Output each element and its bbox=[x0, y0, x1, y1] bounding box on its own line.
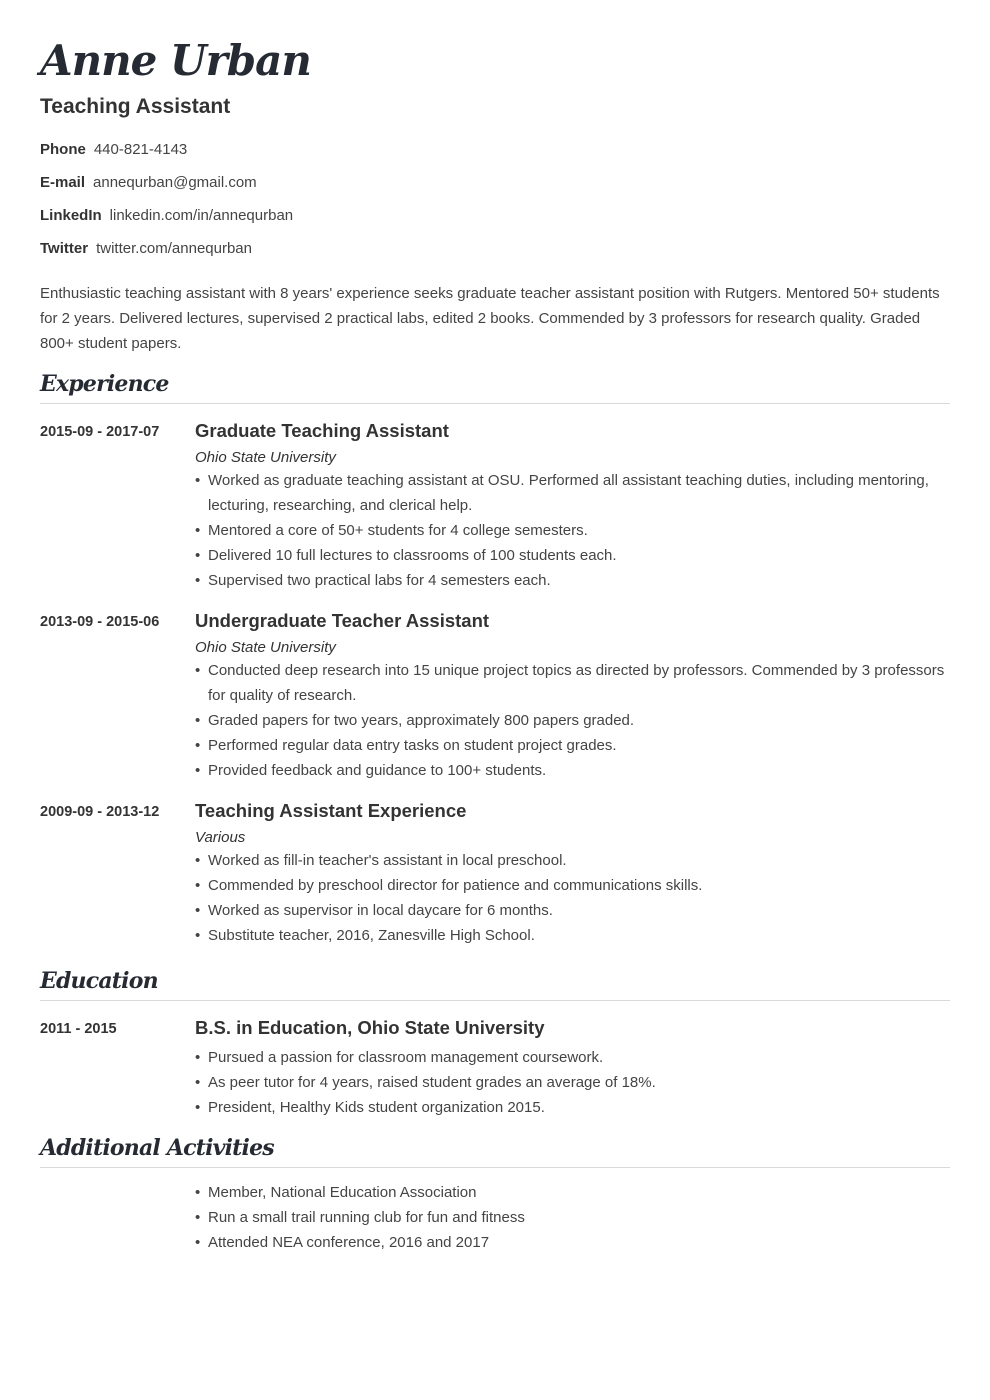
bullet-item: • Worked as fill-in teacher's assistant in local preschool. bbox=[195, 848, 950, 873]
entry-body bbox=[195, 608, 950, 783]
contact-value: twitter.com/annequrban bbox=[96, 240, 252, 257]
bullet-item: • Attended NEA conference, 2016 and 2017 bbox=[195, 1230, 950, 1255]
section-heading-activities: Additional Activities bbox=[40, 1133, 950, 1168]
bullet-item: • Conducted deep research into 15 unique project topics as directed by professors. Commended by 3 professors for quality of research. bbox=[195, 658, 950, 708]
section-heading-education: Education bbox=[40, 966, 950, 1001]
job-title: Teaching Assistant bbox=[40, 95, 231, 118]
entry-organization: Various bbox=[195, 829, 246, 846]
bullet-item: • Worked as graduate teaching assistant at OSU. Performed all assistant teaching duties, including mentoring, lecturing, researching, and clerical help. bbox=[195, 468, 950, 518]
entry-title: B.S. in Education, Ohio State University bbox=[195, 1017, 545, 1038]
bullet-item: • Graded papers for two years, approximately 800 papers graded. bbox=[195, 708, 950, 733]
bullet-item: • Pursued a passion for classroom management coursework. bbox=[195, 1045, 950, 1070]
contact-value: annequrban@gmail.com bbox=[93, 174, 257, 191]
bullet-item: • As peer tutor for 4 years, raised student grades an average of 18%. bbox=[195, 1070, 950, 1095]
entry-bullets bbox=[195, 848, 950, 948]
contact-value: 440-821-4143 bbox=[93, 141, 188, 158]
bullet-item: • Worked as supervisor in local daycare for 6 months. bbox=[195, 898, 950, 923]
contact-twitter bbox=[40, 239, 252, 259]
profile-summary: Enthusiastic teaching assistant with 8 years' experience seeks graduate teacher assistant position with Rutgers. Mentored 50+ students for 2 years. Delivered lectures, supervised 2 practical labs, edited 2 books. Commended by 3 professors for research quality. Graded 800+ student papers. bbox=[40, 285, 940, 352]
entry-organization: Ohio State University bbox=[195, 639, 336, 656]
contact-value: linkedin.com/in/annequrban bbox=[109, 207, 294, 224]
entry-bullets bbox=[195, 1045, 950, 1120]
entry-date: 2011 - 2015 bbox=[40, 1021, 117, 1037]
entry-body bbox=[195, 798, 950, 948]
bullet-item: • Run a small trail running club for fun and fitness bbox=[195, 1205, 950, 1230]
contact-label: E-mail bbox=[40, 174, 86, 191]
bullet-item: • Delivered 10 full lectures to classrooms of 100 students each. bbox=[195, 543, 950, 568]
entry-bullets bbox=[195, 658, 950, 783]
entry-date: 2009-09 - 2013-12 bbox=[40, 804, 160, 820]
entry-body bbox=[195, 418, 950, 593]
entry-title: Undergraduate Teacher Assistant bbox=[195, 610, 490, 631]
contact-linkedin bbox=[40, 206, 293, 226]
section-heading-experience: Experience bbox=[40, 369, 950, 404]
candidate-name: Anne Urban bbox=[40, 36, 311, 85]
bullet-item: • Mentored a core of 50+ students for 4 college semesters. bbox=[195, 518, 950, 543]
entry-organization: Ohio State University bbox=[195, 449, 336, 466]
bullet-item: • Performed regular data entry tasks on student project grades. bbox=[195, 733, 950, 758]
contact-phone bbox=[40, 140, 187, 160]
bullet-item: • Supervised two practical labs for 4 semesters each. bbox=[195, 568, 950, 593]
entry-title: Graduate Teaching Assistant bbox=[195, 420, 449, 441]
entry-title: Teaching Assistant Experience bbox=[195, 800, 467, 821]
entry-date: 2013-09 - 2015-06 bbox=[40, 614, 160, 630]
bullet-item: • President, Healthy Kids student organization 2015. bbox=[195, 1095, 950, 1120]
contact-label: Twitter bbox=[40, 240, 89, 257]
entry-body bbox=[195, 1180, 950, 1255]
contact-label: LinkedIn bbox=[40, 207, 102, 224]
bullet-item: • Member, National Education Association bbox=[195, 1180, 950, 1205]
entry-body bbox=[195, 1015, 950, 1120]
bullet-item: • Commended by preschool director for patience and communications skills. bbox=[195, 873, 950, 898]
contact-label: Phone bbox=[40, 141, 86, 158]
bullet-item: • Provided feedback and guidance to 100+ students. bbox=[195, 758, 950, 783]
bullet-item: • Substitute teacher, 2016, Zanesville High School. bbox=[195, 923, 950, 948]
entry-bullets bbox=[195, 468, 950, 593]
entry-bullets bbox=[195, 1180, 950, 1255]
contact-email bbox=[40, 173, 257, 193]
entry-date: 2015-09 - 2017-07 bbox=[40, 424, 160, 440]
